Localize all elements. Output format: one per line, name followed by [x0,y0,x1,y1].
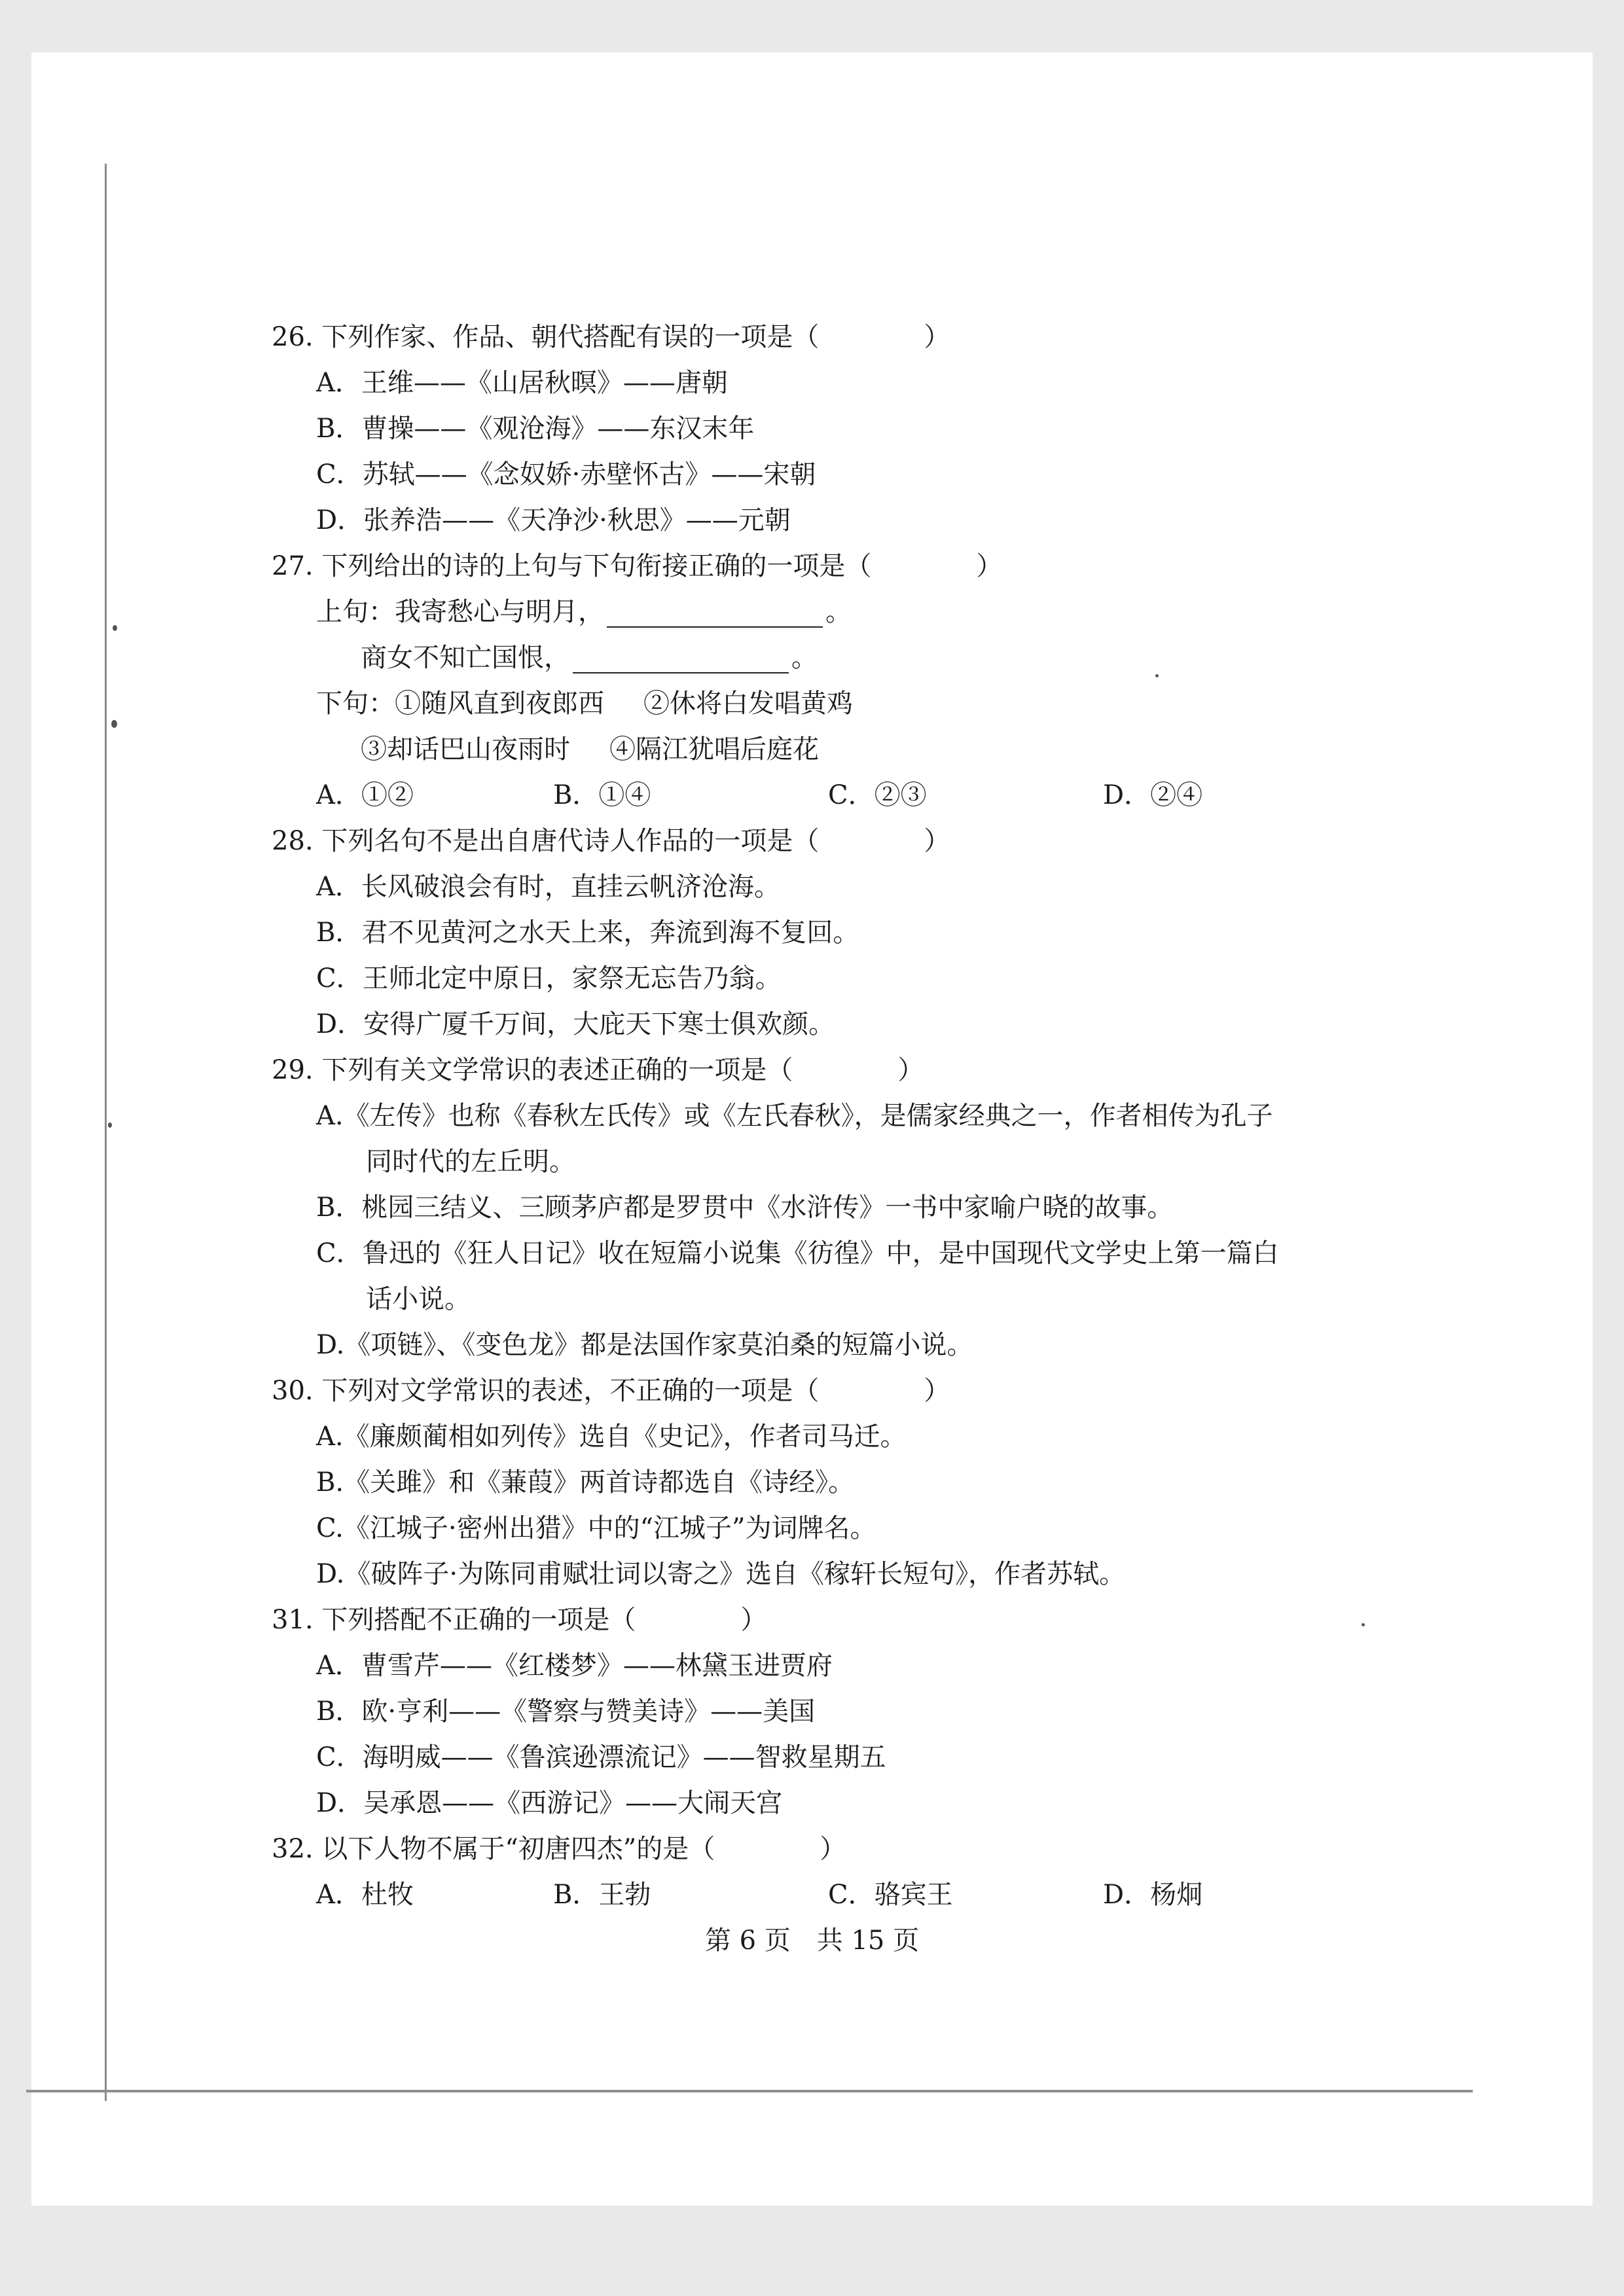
option: A．长风破浪会有时，直挂云帆济沧海。 [316,872,780,902]
bottom-scan-edge [26,2090,1473,2092]
question-26-stem: 26. 下列作家、作品、朝代搭配有误的一项是（ ） [272,322,950,352]
question-28-stem: 28. 下列名句不是出自唐代诗人作品的一项是（ ） [272,826,950,856]
question-31-stem: 31. 下列搭配不正确的一项是（ ） [272,1605,767,1635]
option: C．王师北定中原日，家祭无忘告乃翁。 [316,963,782,994]
choice-b: B．①④ [553,780,651,810]
question-list [272,314,1384,1918]
choice-a: A．①② [316,780,414,810]
scan-speck [108,1122,112,1128]
option-continuation: 同时代的左丘明。 [366,1147,575,1177]
option: A．王维——《山居秋暝》——唐朝 [316,368,728,398]
choice-a: A．杜牧 [316,1880,414,1910]
scan-speck [111,720,117,728]
upper-line-2: 商女不知亡国恨， 。 [361,643,818,673]
option: D.《破阵子·为陈同甫赋壮词以寄之》选自《稼轩长短句》，作者苏轼。 [316,1559,1126,1589]
question-30-stem: 30. 下列对文学常识的表述，不正确的一项是（ ） [272,1376,950,1406]
margin-line [105,164,107,2101]
question-29-stem: 29. 下列有关文学常识的表述正确的一项是（ ） [272,1055,924,1085]
answer-blank[interactable] [607,600,823,628]
option: D．安得广厦千万间，大庇天下寒士俱欢颜。 [316,1009,835,1039]
choice-b: B．王勃 [553,1880,651,1910]
choice-d: D．②④ [1103,780,1203,810]
option: B．曹操——《观沧海》——东汉末年 [316,414,755,444]
option: D．张养浩——《天净沙·秋思》——元朝 [316,505,791,535]
question-27-stem: 27. 下列给出的诗的上句与下句衔接正确的一项是（ ） [272,551,1003,581]
option: B．君不见黄河之水天上来，奔流到海不复回。 [316,918,859,948]
choice-d: D．杨炯 [1103,1880,1203,1910]
choice-c: C．②③ [828,780,927,810]
page-footer: 第 6 页 共 15 页 [704,1926,920,1956]
option: A．曹雪芹——《红楼梦》——林黛玉进贾府 [316,1651,833,1681]
option: C．鲁迅的《狂人日记》收在短篇小说集《彷徨》中，是中国现代文学史上第一篇白 [316,1238,1279,1268]
upper-line-1: 上句：我寄愁心与明月， 。 [316,597,852,627]
option: C.《江城子·密州出猎》中的“江城子”为词牌名。 [316,1513,876,1543]
option: C．苏轼——《念奴娇·赤壁怀古》——宋朝 [316,459,816,490]
option: D.《项链》、《变色龙》都是法国作家莫泊桑的短篇小说。 [316,1330,973,1360]
option: A.《左传》也称《春秋左氏传》或《左氏春秋》，是儒家经典之一，作者相传为孔子 [316,1101,1273,1131]
answer-choices [272,772,1384,818]
option: D．吴承恩——《西游记》——大闹天宫 [316,1788,783,1818]
option: B．欧·亨利——《警察与赞美诗》——美国 [316,1696,816,1727]
option: B.《关雎》和《蒹葭》两首诗都选自《诗经》。 [316,1467,855,1498]
lower-row-1: 下句：①随风直到夜郎西 ②休将白发唱黄鸡 [316,689,853,719]
answer-blank[interactable] [573,646,789,673]
option: C．海明威——《鲁滨逊漂流记》——智救星期五 [316,1742,886,1772]
option: B．桃园三结义、三顾茅庐都是罗贯中《水浒传》一书中家喻户晓的故事。 [316,1193,1174,1223]
choice-c: C．骆宾王 [828,1880,953,1910]
scan-speck [113,625,117,631]
answer-choices [272,1872,1384,1918]
question-32-stem: 32. 以下人物不属于“初唐四杰”的是（ ） [272,1834,846,1864]
lower-row-2: ③却话巴山夜雨时 ④隔江犹唱后庭花 [361,734,819,764]
option: A.《廉颇蔺相如列传》选自《史记》，作者司马迁。 [316,1422,907,1452]
option-continuation: 话小说。 [366,1284,471,1314]
